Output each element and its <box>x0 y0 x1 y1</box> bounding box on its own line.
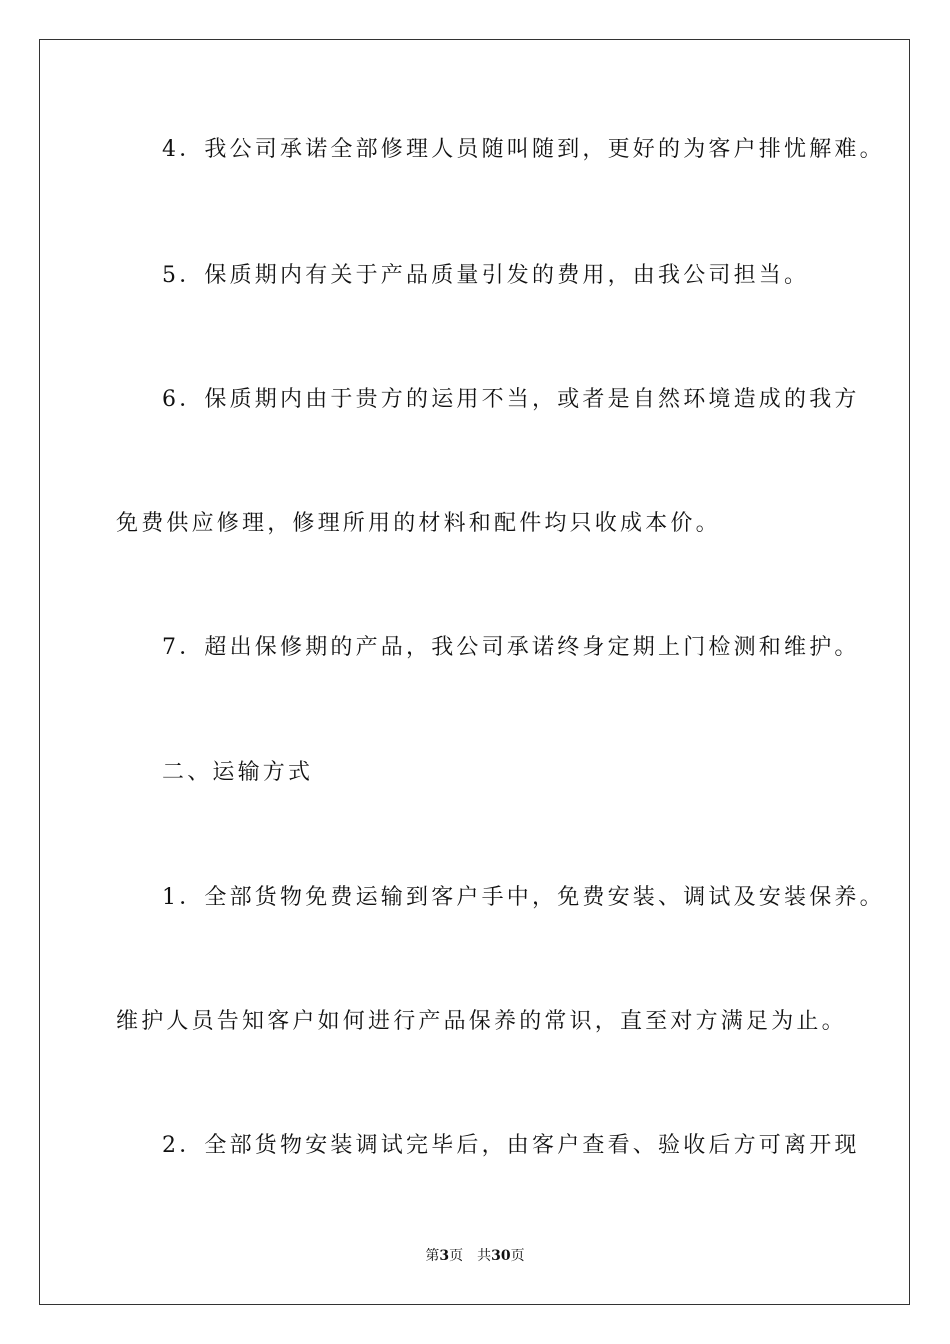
footer-total-suffix: 页 <box>510 1248 525 1264</box>
paragraph-line-4: 免费供应修理，修理所用的材料和配件均只收成本价。 <box>116 511 721 536</box>
paragraph-line-1: 4．我公司承诺全部修理人员随叫随到，更好的为客户排忧解难。 <box>162 137 885 162</box>
paragraph-line-3: 6．保质期内由于贵方的运用不当，或者是自然环境造成的我方 <box>162 387 860 412</box>
page-frame <box>39 39 910 1305</box>
paragraph-line-7: 维护人员告知客户如何进行产品保养的常识，直至对方满足为止。 <box>116 1009 847 1034</box>
paragraph-line-6: 1．全部货物免费运输到客户手中，免费安装、调试及安装保养。 <box>162 885 885 910</box>
paragraph-line-8: 2．全部货物安装调试完毕后，由客户查看、验收后方可离开现 <box>162 1133 860 1158</box>
footer-page-prefix: 第 <box>425 1248 440 1264</box>
section-heading: 二、运输方式 <box>162 760 314 785</box>
paragraph-line-5: 7．超出保修期的产品，我公司承诺终身定期上门检测和维护。 <box>162 635 860 660</box>
footer-page-suffix: 页 <box>449 1248 464 1264</box>
footer-total-prefix: 共 <box>477 1248 492 1264</box>
footer-page-number: 3 <box>439 1248 450 1264</box>
footer-total-pages: 30 <box>491 1248 511 1264</box>
paragraph-line-2: 5．保质期内有关于产品质量引发的费用，由我公司担当。 <box>162 263 810 288</box>
page-footer <box>0 1246 950 1266</box>
